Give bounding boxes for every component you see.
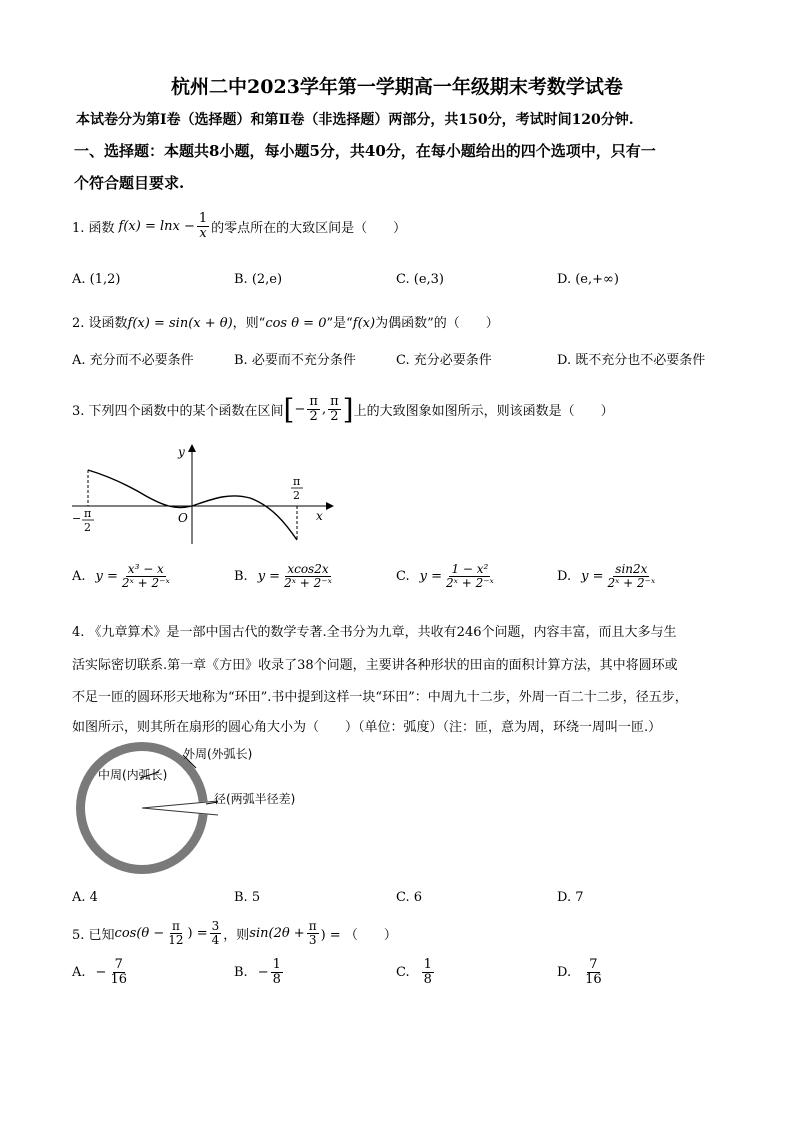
q5-b-letter: B. xyxy=(234,964,248,980)
q5-value-den: 4 xyxy=(211,932,220,947)
q3-interval-hi xyxy=(328,395,341,423)
q3-minus: − xyxy=(294,402,306,417)
q3-d-den: 2ˣ + 2⁻ˣ xyxy=(607,575,656,590)
q5-c-den: 8 xyxy=(423,971,432,987)
y-axis-arrow xyxy=(188,444,196,452)
q5-value-num: 3 xyxy=(211,919,220,933)
outer-arc-label: 外周(外弧长) xyxy=(183,747,253,761)
q5-option-d xyxy=(557,958,606,986)
q2-function-2: f(x) xyxy=(352,316,376,331)
q1-option-c: C. (e,3) xyxy=(396,272,444,287)
origin-label: O xyxy=(178,511,188,525)
q5-c-num: 1 xyxy=(423,957,432,972)
q5-option-b xyxy=(234,958,285,986)
q4-line-4: 如图所示，则其所在扇形的圆心角大小为（ ）（单位：弧度）（注：匝，意为周，环绕一周叫一匝.） xyxy=(72,720,662,735)
q3-option-d xyxy=(557,563,659,589)
q3-text-b: 上的大致图象如图所示，则该函数是（ ） xyxy=(353,404,614,419)
q5-c-letter: C. xyxy=(396,964,410,980)
left-minus: − xyxy=(72,512,82,525)
q2-text-a: 2. 设函数 xyxy=(72,316,128,331)
q3-d-letter: D. xyxy=(557,568,572,584)
q5-a-num: 7 xyxy=(114,957,123,972)
q5-pi12 xyxy=(166,920,185,946)
q2-function: f(x) = sin(x + θ) xyxy=(127,316,233,331)
q5-option-c xyxy=(396,958,436,986)
q5-pi3-num: π xyxy=(308,919,317,933)
q2-text-c: ”是“ xyxy=(326,316,353,331)
q5-b-den: 8 xyxy=(272,971,281,987)
left-two: 2 xyxy=(84,521,91,534)
q1-option-b: B. (2,e) xyxy=(234,272,283,287)
q3-function-graph xyxy=(68,440,338,550)
q2-option-d: D. 既不充分也不必要条件 xyxy=(557,353,706,368)
q3-b-den: 2ˣ + 2⁻ˣ xyxy=(284,575,332,590)
q4-line-2: 活实际密切联系.第一章《方田》收录了38个问题，主要讲各种形状的田亩的面积计算方法，其中将圆环或 xyxy=(72,658,678,673)
q3-hi-numerator: π xyxy=(330,394,339,410)
q3-c-frac xyxy=(444,563,496,589)
q5-a-den: 16 xyxy=(110,971,127,987)
left-pi: π xyxy=(84,507,92,520)
q5-pi3 xyxy=(307,920,319,946)
q5-pi12-num: π xyxy=(171,919,180,933)
q1-function: f(x) = lnx − xyxy=(118,218,195,234)
q3-b-frac xyxy=(282,563,334,589)
right-pi: π xyxy=(293,475,301,488)
inner-arc-label: 中周(内弧长) xyxy=(98,768,168,782)
q2-option-c: C. 充分必要条件 xyxy=(396,353,492,368)
q3-c-letter: C. xyxy=(396,568,410,584)
y-label: y xyxy=(178,445,185,459)
q3-right-bracket: ] xyxy=(342,393,354,426)
q3-c-lhs: y = xyxy=(419,568,442,584)
q2-condition: cos θ = 0 xyxy=(265,316,327,331)
page-title: 杭州二中2023学年第一学期高一年级期末考数学试卷 xyxy=(171,76,623,98)
q5-b-frac xyxy=(271,958,283,986)
q2-option-a: A. 充分而不必要条件 xyxy=(72,353,194,368)
q2-text-b: ，则“ xyxy=(232,316,266,331)
section-heading-line2: 个符合题目要求. xyxy=(74,174,185,192)
q3-b-lhs: y = xyxy=(257,568,281,584)
right-two: 2 xyxy=(293,489,300,502)
q3-a-den: 2ˣ + 2⁻ˣ xyxy=(121,575,170,590)
q3-option-b xyxy=(234,563,336,589)
q5-b-sign: − xyxy=(257,964,269,980)
q5-eq: ) = xyxy=(187,925,208,941)
q2-text-d: 为偶函数”的（ ） xyxy=(375,316,499,331)
q4-line-1: 4. 《九章算术》是一部中国古代的数学专著.全书分为九章，共收有246个问题，内容丰富，而且大多与生 xyxy=(72,625,677,640)
q3-b-letter: B. xyxy=(234,568,248,584)
q3-text-a: 3. 下列四个函数中的某个函数在区间 xyxy=(72,404,284,419)
x-axis-arrow xyxy=(326,502,334,510)
q4-option-a: A. 4 xyxy=(72,890,98,905)
q1-number: 1. 函数 xyxy=(72,220,115,236)
q5-c-frac xyxy=(422,958,434,986)
q4-option-b: B. 5 xyxy=(234,890,261,905)
q5-sin: sin(2θ + xyxy=(249,925,305,941)
q1-frac-denominator: x xyxy=(199,225,207,241)
question-2 xyxy=(72,312,499,331)
q5-end: ) = （ ） xyxy=(320,927,397,943)
q3-lo-numerator: π xyxy=(309,394,318,410)
q3-b-num: xcos2x xyxy=(287,562,329,576)
q5-cos: cos(θ − xyxy=(114,925,165,941)
q5-option-a xyxy=(72,958,131,986)
q5-pi12-den: 12 xyxy=(168,932,184,947)
q3-c-den: 2ˣ + 2⁻ˣ xyxy=(446,575,494,590)
q4-line-3: 不足一匝的圆环形天地称为“环田”.书中提到这样一块“环田”：中周九十二步，外周一百二十二步，径五步， xyxy=(72,690,688,705)
exam-info: 本试卷分为第Ⅰ卷（选择题）和第Ⅱ卷（非选择题）两部分，共150分，考试时间120分钟. xyxy=(76,112,634,128)
q5-d-num: 7 xyxy=(589,957,598,972)
q3-hi-denominator: 2 xyxy=(330,409,339,424)
q3-comma: , xyxy=(321,402,327,417)
question-5 xyxy=(72,920,397,946)
q5-pi3-den: 3 xyxy=(308,932,317,947)
q3-option-c xyxy=(396,563,498,589)
q5-text-a: 5. 已知 xyxy=(72,927,115,943)
q3-a-num: x³ − x xyxy=(127,562,164,576)
q1-option-a: A. (1,2) xyxy=(72,272,121,287)
q3-d-num: sin2x xyxy=(615,562,648,576)
q2-option-b: B. 必要而不充分条件 xyxy=(234,353,356,368)
q3-c-num: 1 − x² xyxy=(451,562,489,576)
q3-interval-lo xyxy=(307,395,320,423)
q3-a-lhs: y = xyxy=(95,568,118,584)
q3-left-bracket: [ xyxy=(283,393,295,426)
q5-d-letter: D. xyxy=(557,964,572,980)
q5-a-frac xyxy=(108,958,129,986)
section-heading-line1: 一、选择题：本题共8小题，每小题5分，共40分，在每小题给出的四个选项中，只有一 xyxy=(74,142,656,160)
q4-option-c: C. 6 xyxy=(396,890,423,905)
q5-a-letter: A. xyxy=(72,964,86,980)
q1-option-d: D. (e,+∞) xyxy=(557,272,619,287)
x-label: x xyxy=(316,509,323,523)
q1-fraction xyxy=(197,212,209,240)
q4-option-d: D. 7 xyxy=(557,890,584,905)
q5-value xyxy=(210,920,222,946)
question-3 xyxy=(72,393,614,426)
q1-tail: 的零点所在的大致区间是（ ） xyxy=(211,220,407,236)
q5-d-frac xyxy=(583,958,604,986)
q5-a-sign: − xyxy=(95,964,107,980)
q3-a-frac xyxy=(120,563,172,589)
question-1 xyxy=(72,212,406,240)
q3-a-letter: A. xyxy=(72,568,86,584)
q3-option-a xyxy=(72,563,174,589)
q3-lo-denominator: 2 xyxy=(309,409,318,424)
q1-frac-numerator: 1 xyxy=(198,211,208,226)
q5-then: ，则 xyxy=(223,927,250,943)
radius-label: 径(两弧半径差) xyxy=(214,792,296,806)
q3-d-lhs: y = xyxy=(581,568,604,584)
q5-b-num: 1 xyxy=(272,957,281,972)
q3-d-frac xyxy=(605,563,657,589)
q5-d-den: 16 xyxy=(585,971,602,987)
